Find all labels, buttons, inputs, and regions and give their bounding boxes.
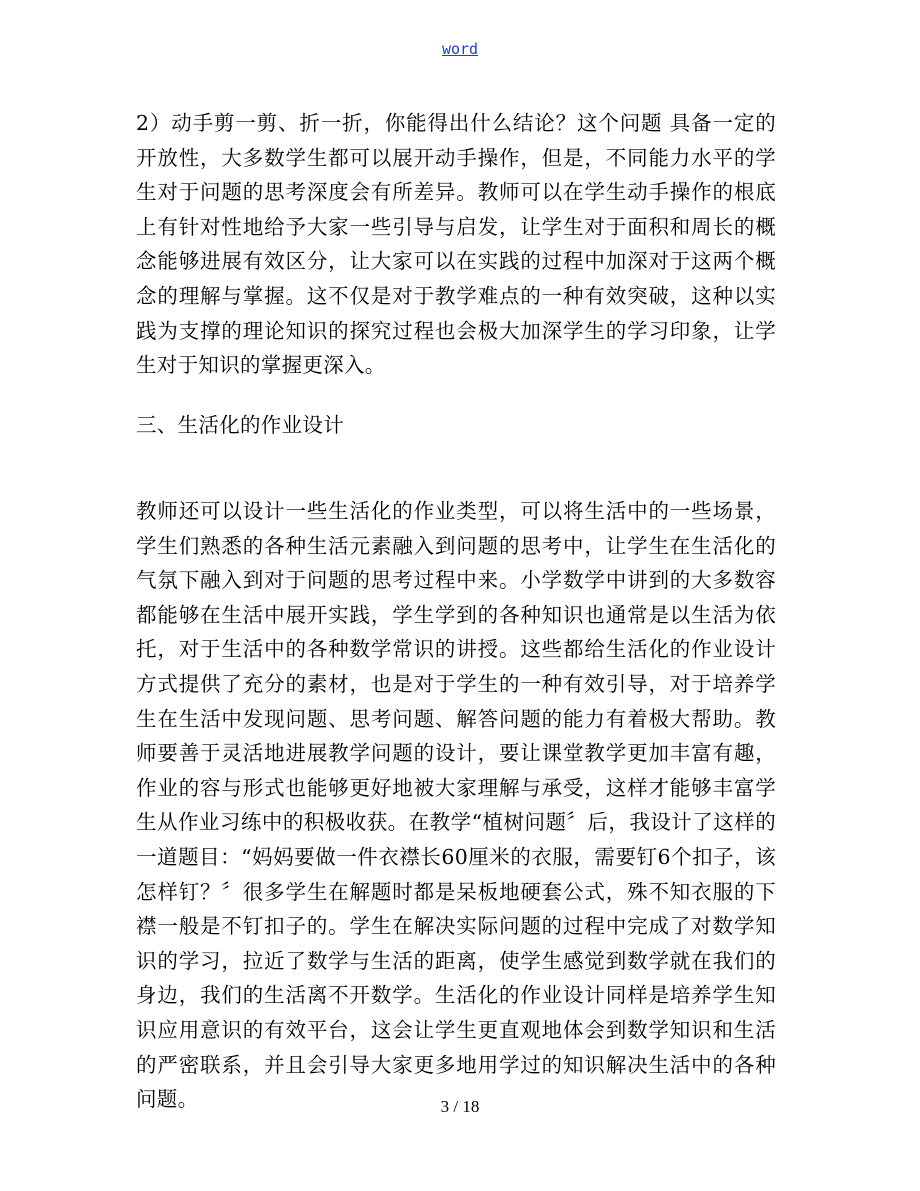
paragraph-1: 2）动手剪一剪、折一折，你能得出什么结论？这个问题 具备一定的开放性，大多数学生都可以展开动手操作，但是，不同能力水平的学生对于问题的思考深度会有所差异。教师可以在学生动手操作的根底上有针对性地给予大家一些引导与启发，让学生对于面积和周长的概念能够进展有效区分，让大家可以在实践的过程中加深对于这两个概念的理解与掌握。这不仅是对于教学难点的一种有效突破，这种以实践为支撑的理论知识的探究过程也会极大加深学生的学习印象，让学生对于知识的掌握更深入。 [136,111,776,378]
paragraph-2-block [136,494,776,1117]
paragraph-1-block [136,106,776,383]
section-heading-block [136,408,776,443]
header-word-link[interactable]: word [441,40,479,58]
page-number: 3 / 18 [440,1097,480,1116]
paragraph-2: 教师还可以设计一些生活化的作业类型，可以将生活中的一些场景，学生们熟悉的各种生活元素融入到问题的思考中，让学生在生活化的气氛下融入到对于问题的思考过程中来。小学数学中讲到的大多数容都能够在生活中展开实践，学生学到的各种知识也通常是以生活为依托，对于生活中的各种数学常识的讲授。这些都给生活化的作业设计方式提供了充分的素材，也是对于学生的一种有效引导，对于培养学生在生活中发现问题、思考问题、解答问题的能力有着极大帮助。教师要善于灵活地进展教学问题的设计，要让课堂教学更加丰富有趣，作业的容与形式也能够更好地被大家理解与承受，这样才能够丰富学生从作业习练中的积极收获。在教学“植树问题〞后，我设计了这样的一道题目：“妈妈要做一件衣襟长60厘米的衣服，需要钉6个扣子，该怎样钉？〞很多学生在解题时都是呆板地硬套公式，殊不知衣服的下襟一般是不钉扣子的。学生在解决实际问题的过程中完成了对数学知识的学习，拉近了数学与生活的距离，使学生感觉到数学就在我们的身边，我们的生活离不开数学。生活化的作业设计同样是培养学生知识应用意识的有效平台，这会让学生更直观地体会到数学知识和生活的严密联系，并且会引导大家更多地用学过的知识解决生活中的各种问题。 [136,499,776,1112]
section-heading: 三、生活化的作业设计 [136,413,344,437]
